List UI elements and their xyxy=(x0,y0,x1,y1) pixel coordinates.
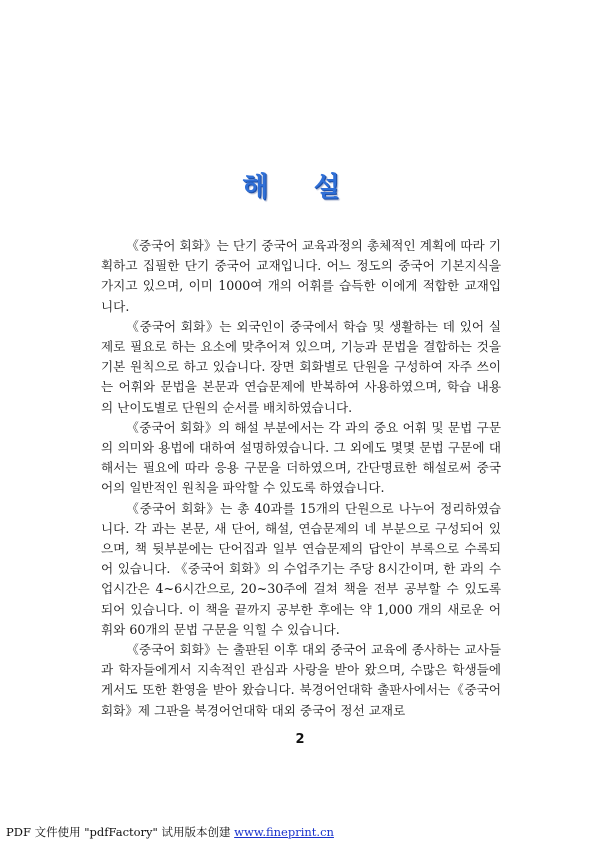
page-title: 해 설 xyxy=(242,172,358,203)
paragraph-3: 《중국어 회화》의 해설 부분에서는 각 과의 중요 어휘 및 문법 구문의 의미와 용법에 대하여 설명하였습니다. 그 외에도 몇몇 문법 구문에 대해서는 필요에 따라 응용 구문을 더하였으며, 간단명료한 해설로써 중국어의 일반적인 원칙을 파악할 수 있도록 하였습니다. xyxy=(101,419,501,496)
paragraph-1: 《중국어 회화》는 단기 중국어 교육과정의 총체적인 계획에 따라 기획하고 집필한 단기 중국어 교재입니다. 어느 정도의 중국어 기본지식을 가지고 있으며, 이미 1000여 개의 어휘를 습득한 이에게 적합한 교재입니다. xyxy=(101,238,501,314)
paragraph-5: 《중국어 회화》는 출판된 이후 대외 중국어 교육에 종사하는 교사들과 학자들에게서 지속적인 관심과 사랑을 받아 왔으며, 수많은 학생들에게서도 또한 환영을 받아 왔습니다. 북경어언대학 출판사에서는《중국어 회화》제 그판을 북경어언대학 대외 중국어 정선 교재로 xyxy=(101,642,501,718)
paragraph-2: 《중국어 회화》는 외국인이 중국에서 학습 및 생활하는 데 있어 실제로 필요로 하는 요소에 맞추어져 있으며, 기능과 문법을 결합하는 것을 기본 원칙으로 하고 있습니다. 장면 회화별로 단원을 구성하여 자주 쓰이는 어휘와 문법을 본문과 연습문제에 반복하여 사용하였으며, 학습 내용의 난이도별로 단원의 순서를 배치하였습니다. xyxy=(101,318,501,415)
paragraph-4: 《중국어 회화》는 총 40과를 15개의 단원으로 나누어 정리하였습니다. 각 과는 본문, 새 단어, 해설, 연습문제의 네 부분으로 구성되어 있으며, 책 뒷부분에는 단어집과 일부 연습문제의 답안이 부록으로 수록되어 있습니다. 《중국어 회화》의 수업주기는 주당 8시간이며, 한 과의 수업시간은 4~6시간으로, 20~30주에 걸쳐 책을 전부 공부할 수 있도록 되어 있습니다. 이 책을 끝까지 공부한 후에는 약 1,000 개의 새로운 어휘와 60개의 문법 구문을 익힐 수 있습니다. xyxy=(101,500,501,637)
page-number: 2 xyxy=(295,732,305,747)
pdf-footer xyxy=(6,824,334,840)
footer-link[interactable]: www.fineprint.cn xyxy=(234,825,334,839)
footer-text: PDF 文件使用 "pdfFactory" 试用版本创建 xyxy=(6,825,235,839)
body-text xyxy=(101,236,501,721)
